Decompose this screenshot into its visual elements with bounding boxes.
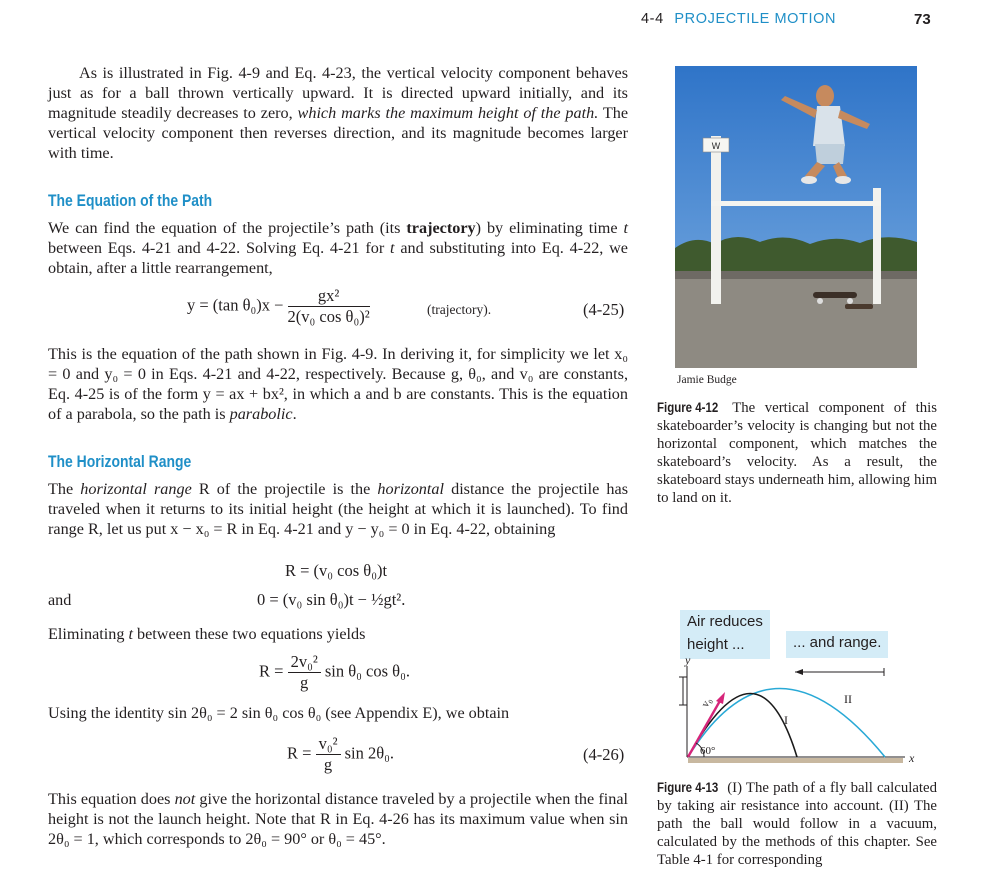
intro-text-end: The vertical velocity component then reverses direction, and its magnitude becomes larger with time. [48,104,629,162]
air-height-label-line-1: Air reduces [680,610,770,633]
path-p1-text: We can find the equation of the projectile’s path (its [48,219,407,237]
eq425-denominator: 2(v₀ cos θ₀)² [287,307,370,326]
trajectory-note: (trajectory). [427,302,492,317]
figure-4-12-text: The vertical component of this skateboarder’s velocity is changing but not the horizontal component, which matches the skateboard’s velocity. As a result, the skateboard stays underneath him, allowing him to land on it. [657,400,937,506]
photo-credit: Jamie Budge [677,374,737,386]
horizontal-range-term: horizontal range [80,480,192,498]
air-height-label-line-2: height ... [680,633,770,659]
path-paragraph-2 [48,344,628,424]
eq425-numerator: gx² [288,286,370,307]
equation-range-3 [259,652,410,693]
trajectory-term: trajectory [406,219,476,237]
range-marker-arrow [795,669,803,675]
eq426-denominator: g [323,755,333,774]
and-word: and [48,591,72,609]
curve-label-ii: II [844,692,852,706]
range-p1-text: The [48,480,81,498]
eq3-right: sin θ₀ cos θ₀. [324,661,410,681]
elim-text: Eliminating [48,625,129,643]
equation-range-2: 0 = (v₀ sin θ₀)t − ½gt². [257,590,406,609]
section-title: PROJECTILE MOTION [674,11,837,27]
eq425-left: y = (tan θ₀)x − [187,295,284,315]
path-p1-text-3: between Eqs. 4-21 and 4-22. Solving Eq. 4-21 for [48,239,391,257]
eq426-numerator: v₀² [316,734,341,755]
x-axis-label: x [909,751,915,765]
horizontal-term: horizontal [377,480,444,498]
eq3-fraction [288,652,321,693]
figure-4-13-caption [657,779,937,869]
var-t-3: t [128,625,133,643]
path-heading: The Equation of the Path [48,191,213,210]
intro-text: As is illustrated in Fig. 4-9 and Eq. 4-23, the vertical velocity component behaves just as for a ball thrown vertically upward. It is directed upward initially, and its magnitude steadily decreases to zero, [48,64,628,122]
not-emphasis: not [174,790,196,808]
eq3-left: R = [259,661,284,681]
angle-label: 60° [700,745,716,757]
velocity-label: v₀ [699,695,715,710]
fly-ball-diagram [655,650,960,775]
eliminating-line [48,624,628,644]
figure-4-12-caption [657,399,937,507]
eq426-left: R = [287,743,312,763]
range-p2-text-2: give the horizontal distance traveled by a projectile when the final height is not the launch height. Note that R in Eq. 4-26 has its maximum value when sin 2θ₀ = 1, which corresponds to 2θ₀ = 90° or θ₀ = 45°. [48,790,628,848]
figure-4-13-text: (I) The path of a fly ball calculated by taking air resistance into account. (II) The path the ball would follow in a vacuum, calculated by the methods of this chapter. See Table 4-1 for corresponding [657,780,937,868]
equation-number-4-25: (4-25) [583,300,625,319]
identity-line: Using the identity sin 2θ₀ = 2 sin θ₀ cos θ₀ (see Appendix E), we obtain [48,704,510,722]
equation-4-25 [187,286,370,327]
velocity-arrowhead [716,692,725,704]
eq3-denominator: g [300,673,309,692]
page-number: 73 [914,11,931,28]
skateboarder-illustration [675,66,917,368]
y-axis-label: y [685,653,691,667]
range-p1-text-3: distance the projectile has traveled when it returns to its initial height (the height at which it is launched). To find range R, let us put x − x₀ = R in Eq. 4-21 and y − y₀ = 0 in Eq. 4-22, obtaining [48,480,628,538]
skateboarder-photo [675,66,917,368]
equation-4-26 [287,734,394,775]
billboard-text: W [711,142,721,152]
air-range-label: ... and range. [786,631,888,658]
equation-range-1: R = (v₀ cos θ₀)t [285,561,388,580]
figure-4-12-label: Figure 4-12 [657,400,719,415]
range-paragraph-2 [48,789,628,849]
path-paragraph-1 [48,218,628,278]
range-p1-text-2: R of the projectile is the [191,480,378,498]
intro-emphasis: which marks the maximum height of the path. [297,104,599,122]
running-header [641,11,836,27]
path-p1-text-4: and substituting into Eq. 4-22, we obtain, after a little rearrangement, [48,239,628,277]
parabolic-term: parabolic [229,405,293,423]
eq426-fraction [316,734,341,775]
intro-paragraph [48,63,628,163]
elim-text-2: between these two equations yields [132,625,366,643]
eq3-numerator: 2v₀² [288,652,321,673]
figure-4-13-label: Figure 4-13 [657,780,719,795]
range-paragraph-1 [48,479,628,539]
path-p1-text-2: ) by eliminating time [475,219,624,237]
equation-number-4-26: (4-26) [583,745,625,764]
section-number: 4-4 [641,11,664,27]
range-heading: The Horizontal Range [48,452,192,471]
path-p2-text: This is the equation of the path shown in Fig. 4-9. In deriving it, for simplicity we let x₀ = 0 and y₀ = 0 in Eqs. 4-21 and 4-22, respectively. Because g, θ₀, and v₀ are constants, Eq. 4-25 is of the form y = ax + bx², in which a and b are constants. This is the equation of a parabola, so the path is [48,345,628,423]
curve-label-i: I [784,713,788,727]
var-t-2: t [390,239,395,257]
range-p2-text: This equation does [48,790,175,808]
eq425-fraction [288,286,370,327]
ground-strip [688,758,903,763]
var-t: t [623,219,628,237]
eq426-right: sin 2θ₀. [344,743,395,763]
path-p2-end: . [292,405,297,423]
